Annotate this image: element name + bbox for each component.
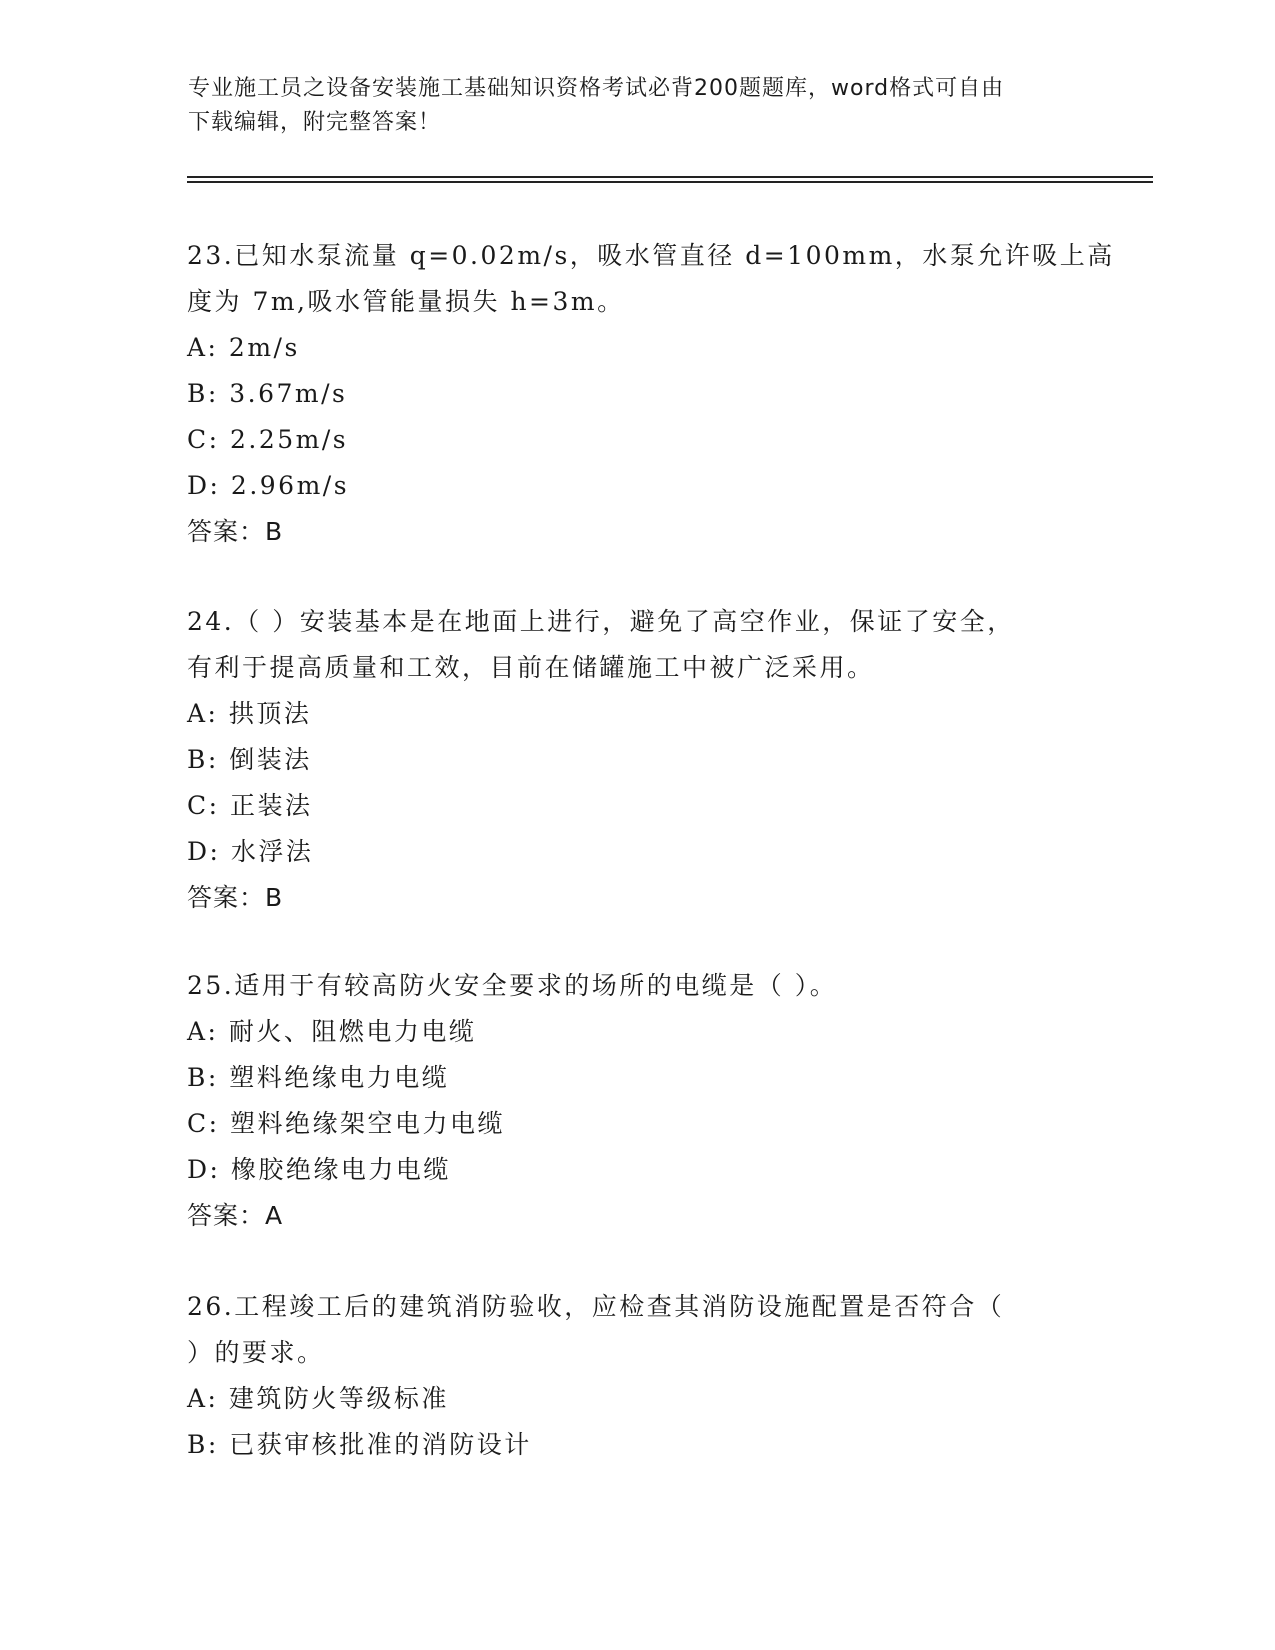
question-text-line: 23.已知水泵流量 q=0.02m/s，吸水管直径 d=100mm，水泵允许吸上高 — [187, 241, 1115, 270]
header-line-2: 下载编辑，附完整答案！ — [188, 110, 442, 135]
option-b: B: 3.67m/s — [187, 379, 348, 408]
option-c: C: 正装法 — [187, 791, 313, 820]
question-text-line: ）的要求。 — [187, 1338, 325, 1367]
option-d: D: 水浮法 — [187, 837, 314, 866]
question-26 — [187, 1284, 1087, 1468]
option-b: B: 已获审核批准的消防设计 — [187, 1430, 532, 1459]
header-divider-bottom — [187, 181, 1153, 183]
document-header — [188, 72, 1088, 140]
option-a: A: 2m/s — [187, 333, 300, 362]
option-a: A: 建筑防火等级标准 — [187, 1384, 449, 1413]
question-text-line: 度为 7m,吸水管能量损失 h=3m。 — [187, 287, 625, 316]
option-d: D: 橡胶绝缘电力电缆 — [187, 1155, 451, 1184]
question-text-line: 26.工程竣工后的建筑消防验收，应检查其消防设施配置是否符合（ — [187, 1292, 1005, 1321]
question-24 — [187, 599, 1087, 921]
answer-label: 答案：A — [187, 1201, 284, 1230]
question-text-line: 有利于提高质量和工效，目前在储罐施工中被广泛采用。 — [187, 653, 875, 682]
answer-label: 答案：B — [187, 517, 284, 546]
option-b: B: 倒装法 — [187, 745, 312, 774]
option-b: B: 塑料绝缘电力电缆 — [187, 1063, 450, 1092]
header-line-1: 专业施工员之设备安装施工基础知识资格考试必背200题题库，word格式可自由 — [188, 76, 1005, 101]
header-divider-top — [187, 176, 1153, 178]
option-a: A: 拱顶法 — [187, 699, 312, 728]
option-c: C: 2.25m/s — [187, 425, 349, 454]
answer-label: 答案：B — [187, 883, 284, 912]
question-25 — [187, 963, 1087, 1239]
option-a: A: 耐火、阻燃电力电缆 — [187, 1017, 477, 1046]
option-c: C: 塑料绝缘架空电力电缆 — [187, 1109, 505, 1138]
question-text-line: 25.适用于有较高防火安全要求的场所的电缆是（ ）。 — [187, 971, 838, 1000]
option-d: D: 2.96m/s — [187, 471, 350, 500]
question-text-line: 24.（ ）安装基本是在地面上进行，避免了高空作业，保证了安全， — [187, 607, 1015, 636]
question-23 — [187, 233, 1115, 555]
